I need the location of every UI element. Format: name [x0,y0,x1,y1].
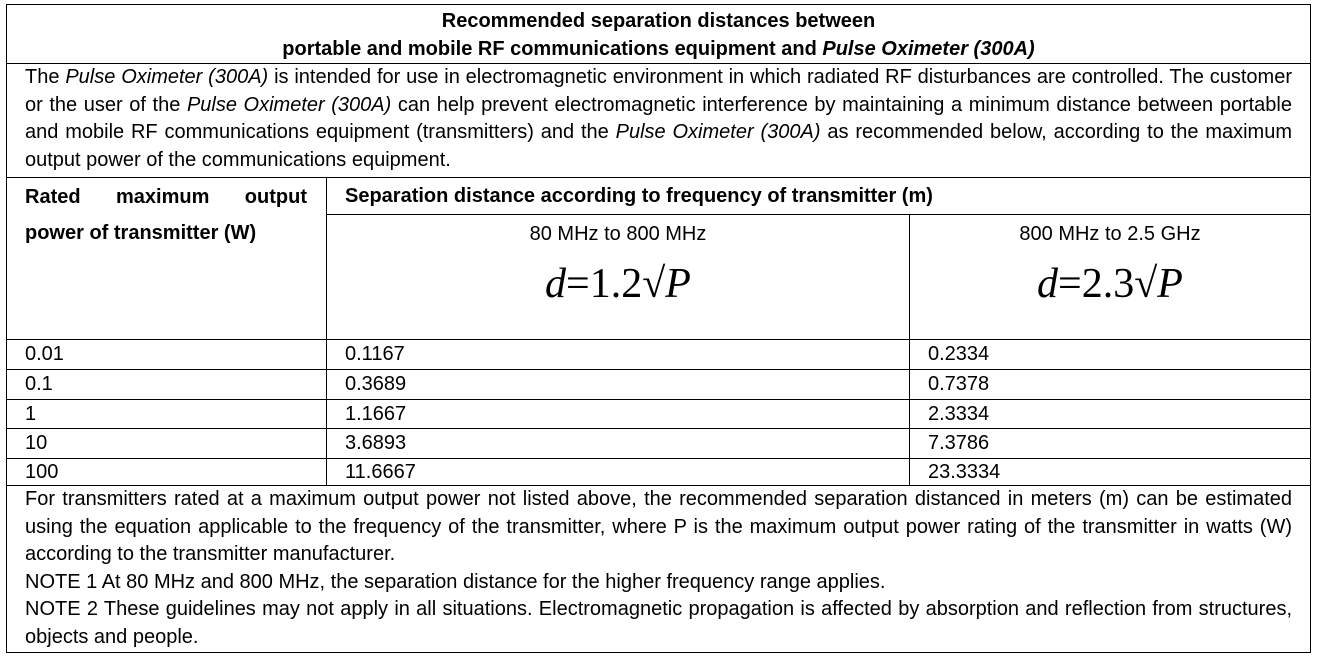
table-row [7,429,1310,459]
note-1: NOTE 1 At 80 MHz and 800 MHz, the separation distance for the higher frequency range applies. [25,570,886,593]
distance-high-cell: 2.3334 [928,402,990,425]
frequency-band-label: 80 MHz to 800 MHz [529,223,707,245]
rated-word-3: output [244,186,307,208]
power-cell: 0.1 [7,370,327,399]
distance-low-cell: 0.3689 [327,370,910,399]
intro-paragraph [7,64,1310,178]
footer-notes [7,486,1310,652]
title-line-2 [7,35,1310,63]
rated-power-header [7,178,327,339]
table-header [7,178,1310,340]
intro-part-4: as recommended below, according to the maximum output power of the communications equipment. [25,121,1292,171]
distance-low-cell: 11.6667 [327,459,910,485]
formula-var: d [545,261,567,307]
rated-word-2: maximum [116,186,210,208]
formula-coef: =2.3 [1058,261,1135,307]
power-cell: 0.01 [7,340,327,369]
formula-p: P [1157,261,1183,307]
intro-device-3: Pulse Oximeter (300A) [615,121,821,143]
table-row [7,459,1310,486]
power-cell: 100 [7,459,327,485]
power-cell: 1 [7,400,327,429]
distance-high-cell: 0.2334 [928,343,990,365]
power-cell: 10 [7,429,327,458]
footer-paragraph: For transmitters rated at a maximum output power not listed above, the recommended separation distanced in meters (m) can be estimated using the equation applicable to the frequency of the transmitter, where P is the maximum output power rating of the transmitter in watts (W) according to the transmitter manufacturer. [25,488,1292,565]
formula-coef: =1.2 [566,261,643,307]
sqrt-symbol: √ [1134,261,1158,307]
rated-word-1: Rated [25,186,81,208]
distance-low-cell: 3.6893 [327,429,910,458]
distance-low-cell: 1.1667 [327,400,910,429]
formula-p: P [665,261,691,307]
intro-device-1: Pulse Oximeter (300A) [65,66,269,88]
separation-distance-table [6,4,1311,653]
note-2: NOTE 2 These guidelines may not apply in all situations. Electromagnetic propagation is affected by absorption and reflection from structures, objects and people. [25,598,1292,648]
distance-high-cell: 23.3334 [928,461,1001,484]
intro-text [25,64,1292,174]
distance-high-cell: 0.7378 [928,372,990,395]
table-row [7,400,1310,430]
title-line-1: Recommended separation distances between [441,10,876,32]
sqrt-symbol: √ [642,261,666,307]
frequency-band-800-2500 [910,215,1310,340]
distance-high-cell: 7.3786 [928,432,990,455]
frequency-band-label: 800 MHz to 2.5 GHz [1019,223,1201,245]
table-row [7,340,1310,370]
distance-low-cell: 0.1167 [327,340,910,369]
intro-part-1: The [25,66,66,88]
intro-part-2: is intended for use in electromagnetic environment in which radiated RF disturbances are controlled. The customer or the user of the [25,66,1292,116]
rated-power-header-line-2: power of transmitter (W) [25,222,257,244]
rated-power-header-line-1 [25,186,307,209]
intro-device-2: Pulse Oximeter (300A) [186,93,392,116]
formula-1-2 [327,260,909,308]
formula-var: d [1037,261,1059,307]
title-device-name: Pulse Oximeter (300A) [822,38,1035,60]
frequency-band-80-800 [327,215,910,340]
formula-2-3 [910,260,1310,308]
table-title [7,5,1310,64]
table-row [7,370,1310,400]
intro-part-3: can help prevent electromagnetic interference by maintaining a minimum distance between portable and mobile RF communications equipment (transmitters) and the [25,93,1292,143]
separation-distance-header: Separation distance according to frequency of transmitter (m) [327,178,1310,215]
title-line-2-text: portable and mobile RF communications equipment and [282,38,823,60]
